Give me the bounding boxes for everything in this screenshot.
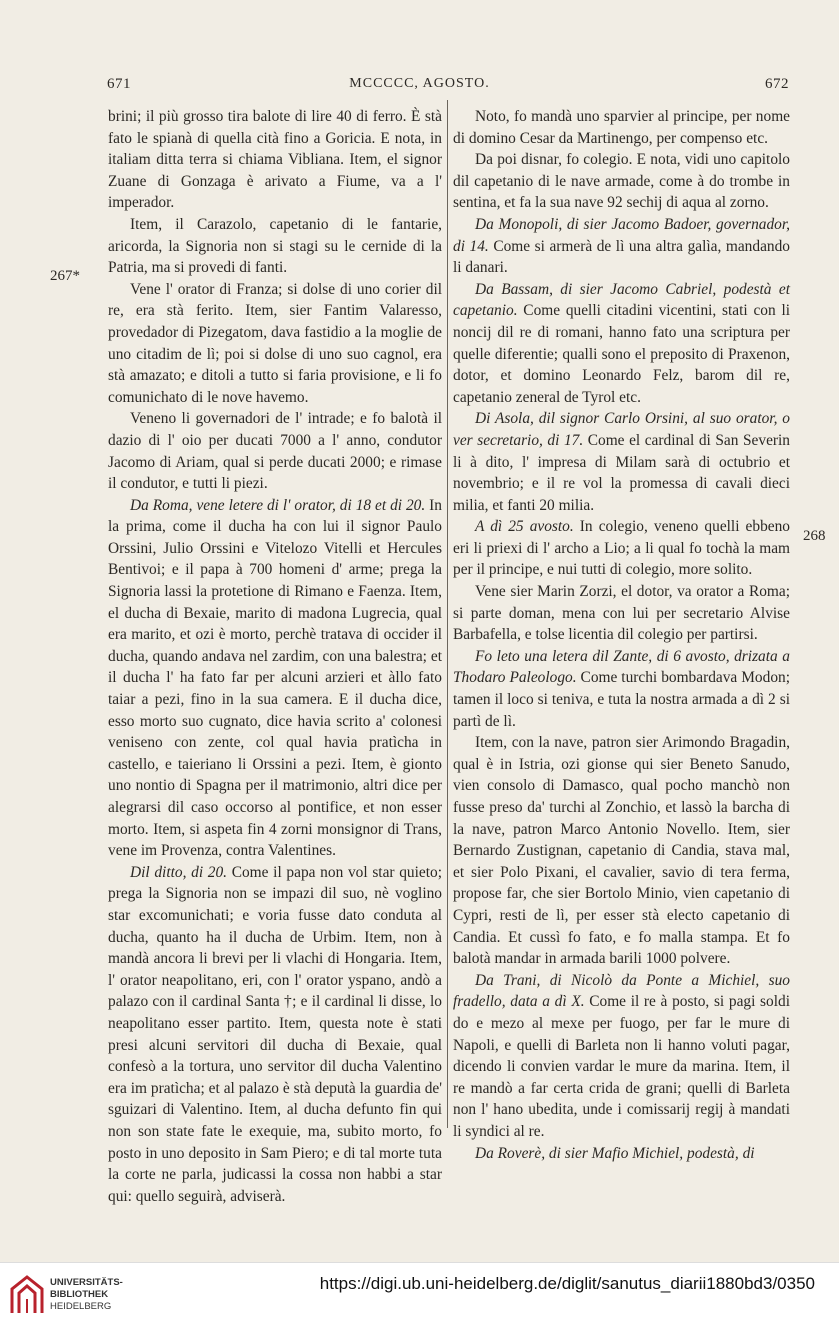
column-divider <box>447 100 448 1128</box>
paragraph <box>453 408 790 516</box>
paragraph <box>453 646 790 732</box>
running-header: MCCCCC, AGOSTO. <box>349 76 490 91</box>
margin-number-right: 268 <box>803 528 826 544</box>
dispatch-heading: Dil ditto, di 20. <box>130 863 228 881</box>
paragraph <box>108 495 442 862</box>
paragraph <box>108 862 442 1208</box>
margin-number-left: 267* <box>50 268 80 284</box>
paragraph-text: In colegio, veneno quelli ebbeno eri li priexi di l' archo a Lio; a li qual fo tochà la mam per il principe, e nui tutti di colegio, more solito. <box>453 518 790 579</box>
dispatch-heading: Da Monopoli, di sier Jacomo Badoer, governador, di 14. <box>453 215 790 255</box>
paragraph: brini; il più grosso tira balote di lire 40 di ferro. È stà fato le spianà di quella cità fino a Goricia. E nota, in italiam ditta terra si chiama Vibliana. Item, el signor Zuane di Gonzaga è arivato a Fiume, va a l' imperador. <box>108 108 442 212</box>
page-number-right: 672 <box>765 76 789 92</box>
dispatch-heading: Da Trani, di Nicolò da Ponte a Michiel, suo fradello, data a dì X. <box>453 971 790 1011</box>
dispatch-heading: Da Roma, vene letere di l' orator, di 18 et di 20. <box>130 496 426 514</box>
paragraph: Da poi disnar, fo colegio. E nota, vidi uno capitolo dil capetanio di le nave armade, come à do trombe in sentina, et fa la sua nave 92 sechij di aqua al zorno. <box>453 151 790 212</box>
paragraph <box>453 214 790 279</box>
paragraph: Item, il Carazolo, capetanio di le fantarie, aricorda, la Signoria non si stagi su le cernide di la Patria, ma si provedi di fanti. <box>108 215 442 277</box>
dispatch-heading: Fo leto una letera dil Zante, di 6 avosto, drizata a Thodaro Paleologo. <box>453 647 790 687</box>
paragraph-text: Come el cardinal di San Severin li à dito, l' impresa di Milam sarà di octubrio et novembrio; e il re vol la promessa di cavali dieci milia, et fanti 20 milia. <box>453 431 790 514</box>
paragraph: Noto, fo mandà uno sparvier al principe, per nome di domino Cesar da Martinengo, per compenso etc. <box>453 108 790 147</box>
paragraph <box>453 1143 790 1165</box>
page-number-left: 671 <box>107 76 131 92</box>
paragraph-text: Come il papa non vol star quieto; prega la Signoria non se impazi dil suo, nè voglino star excomunichati; e voria fusse dato conduta al ducha, quanto ha il ducha de Urbim. Item, non à mandà ancora li brevi per li vlachi di Hongaria. Item, l' orator neapolitano, eri, con l' orator yspano, andò a palazo con il cardinal Santa †; e il cardinal li disse, lo neapolitano esser partito. Item, questa note è stati presi alcuni servitori dil ducha di Bexaie, qual confesò a la tortura, uno servitor dil ducha Valentino era im pratìcha; et al palazo è stà deputà la guardia de' sguizari di Valentino. Item, al ducha defunto fin qui non son state fate le exequie, ma, subito morto, fo posto in uno deposito in Sam Piero; e di tal morte tuta la corte ne parla, judicassi la cossa non habbi a star qui: quello seguirà, adviserà. <box>108 863 442 1205</box>
paragraph: Vene l' orator di Franza; si dolse di uno corier dil re, era stà ferito. Item, sier Fantim Valaresso, provedador di Pizegatom, dava fastidio a la moglie de uno citadim de lì; poi si dolse di uno suo cagnol, era stà amazato; e ditoli a tutto si faria provisione, e li fo comunichato di le nove havemo. <box>108 280 442 406</box>
right-column <box>453 106 790 1164</box>
paragraph: Veneno li governadori de l' intrade; e fo balotà il dazio di l' oio per ducati 7000 a l' anno, condutor Jacomo di Ariam, qual si perde ducati 2000; e rimase il condutor, e tutti li piezi. <box>108 410 442 493</box>
paragraph <box>453 279 790 409</box>
dispatch-heading: Di Asola, dil signor Carlo Orsini, al suo orator, o ver secretario, di 17. <box>453 410 790 449</box>
paragraph: Vene sier Marin Zorzi, el dotor, va orator a Roma; si parte doman, mena con lui per secretario Alvise Barbafella, e tolse licentia dil colegio per partirsi. <box>453 583 790 644</box>
library-name-line: BIBLIOTHEK <box>50 1289 109 1300</box>
paragraph-text: Come quelli citadini vicentini, stati con li noncij dil re di romani, hanno fato una scriptura per quelle diferentie; qualli sono el preposito di Praxenon, dotor, et domino Leonardo Felz, barom dil re, capetanio zeneral de Tyrol etc. <box>453 302 790 406</box>
viewer-footer <box>0 1262 839 1327</box>
left-column <box>108 106 442 1207</box>
library-name-line: UNIVERSITÄTS- <box>50 1277 123 1288</box>
paragraph-text: Come il re à posto, si pagi soldi do e mezo al mexe per fuogo, per far le mure di Napoli, e quelli di Barleta non li hanno voluti pagar, dicendo li convien vardar le mure da marina. Item, il re mandò a far certa crida de grani; quelli di Barleta non l' hano ubedita, unde i comissarij regij à mandati li syndici al re. <box>453 993 790 1140</box>
paragraph: Item, con la nave, patron sier Arimondo Bragadin, qual è in Istria, ozi gionse qui sier Beneto Sanudo, vien consolo di Damasco, qual pocho manchò non fusse preso da' turchi al Zonchio, et lassò la barcha di la nave, patron Marco Antonio Novello. Item, sier Bernardo Zustignan, capetanio di Candia, stava mal, et sier Polo Pixani, el cavalier, savio di tera ferma, propose far, che sier Bortolo Minio, vien capetanio di Cypri, resti de lì, per esser stà electo capetanio di Candia. Et cussì fo fato, e fo malla stampa. Et fo balotà mandar in armada barili 1000 polvere. <box>453 734 790 968</box>
permalink-url[interactable]: https://digi.ub.uni-heidelberg.de/diglit/sanutus_diarii1880bd3/0350 <box>319 1274 815 1293</box>
library-name-line: HEIDELBERG <box>50 1301 112 1312</box>
dispatch-heading: Da Bassam, di sier Jacomo Cabriel, podestà et capetanio. <box>453 280 790 320</box>
paragraph <box>453 516 790 581</box>
paragraph <box>453 970 790 1143</box>
library-name <box>50 1277 123 1313</box>
paragraph-text: Come turchi bombardava Modon; tamen il loco si teniva, e tuta la nostra armada a dì 2 si partì de lì. <box>453 669 790 730</box>
dispatch-heading: A dì 25 avosto. <box>475 518 574 536</box>
paragraph-text: Come si armerà de lì una altra galìa, mandando li danari. <box>453 237 790 277</box>
paragraph-text: In la prima, come il ducha ha con lui il signor Paulo Orssini, Julio Orssini e Vitelozo Vitelli et Hercules Bentivoi; e il papa à 700 homeni d' arme; prega la Signoria lassi la protetione di Rimano e Faenza. Item, el ducha di Bexaie, marito di madona Lugrecia, qual era marito, et ozi è morto, perchè tratava di occider il ducha, quando andava nel zardim, con una balestra; et il ducha l' ha fato far per alcuni arzieri et àllo fato taiar a pezi, fino in la sua camera. E il ducha dice, esso morto suo cugnato, dice havia scrito a' colonesi veniseno con zente, col qual havia pratìcha in castello, e taieriano li Orssini a pezi. Item, è gionto uno nontio di Spagna per il matrimonio, altri dice per alegrarsi dil caso occorso al pontifice, et non esser morto. Item, si aspeta fin 4 zorni monsignor di Trans, vene im Provenza, contra Valentines. <box>108 496 442 860</box>
dispatch-heading: Da Roverè, di sier Mafio Michiel, podestà, di <box>475 1144 755 1162</box>
university-library-logo-icon <box>10 1275 44 1315</box>
